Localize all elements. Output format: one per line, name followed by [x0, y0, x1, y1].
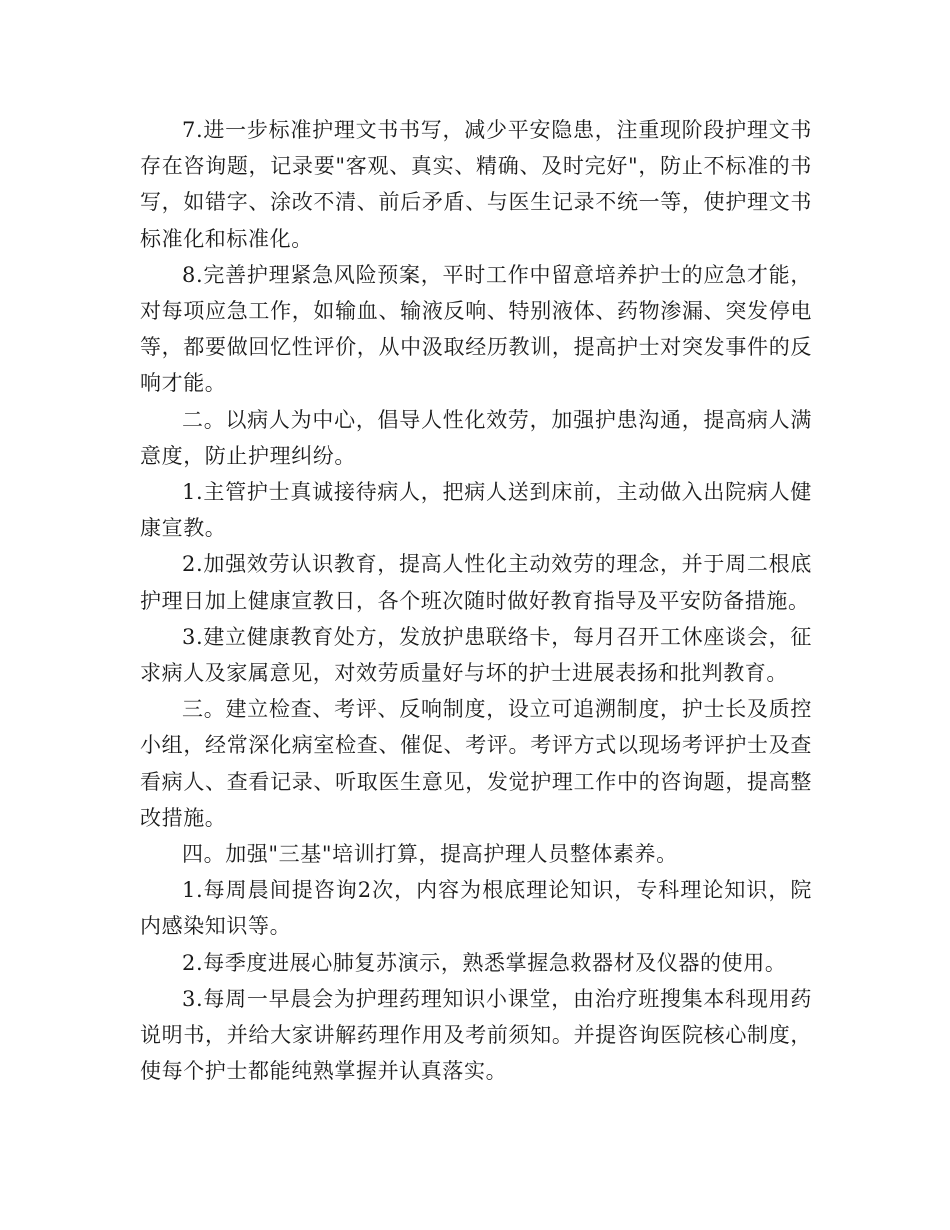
paragraph-item-1-questions: 1.每周晨间提咨询2次，内容为根底理论知识，专科理论知识，院内感染知识等。 — [140, 878, 812, 939]
section-heading-three: 三。建立检查、考评、反响制度，设立可追溯制度，护士长及质控小组，经常深化病室检查、催促、考评。考评方式以现场考评护士及查看病人、查看记录、听取医生意见，发觉护理工作中的咨询题，提高整改措施。 — [140, 697, 812, 830]
paragraph-item-2-service: 2.加强效劳认识教育，提高人性化主动效劳的理念，并于周二根底护理日加上健康宣教日，各个班次随时做好教育指导及平安防备措施。 — [140, 552, 812, 613]
paragraph-item-3-pharmacology: 3.每周一早晨会为护理药理知识小课堂，由治疗班搜集本科现用药说明书，并给大家讲解药理作用及考前须知。并提咨询医院核心制度，使每个护士都能纯熟掌握并认真落实。 — [140, 986, 812, 1084]
paragraph-item-1-reception: 1.主管护士真诚接待病人，把病人送到床前，主动做入出院病人健康宣教。 — [140, 480, 812, 541]
paragraph-item-2-cpr: 2.每季度进展心肺复苏演示，熟悉掌握急救器材及仪器的使用。 — [182, 950, 787, 975]
paragraph-item-7-records: 7.进一步标准护理文书书写，减少平安隐患，注重现阶段护理文书存在咨询题，记录要"客观、真实、精确、及时完好"，防止不标准的书写，如错字、涂改不清、前后矛盾、与医生记录不统一等，使护理文书标准化和标准化。 — [140, 118, 812, 251]
section-heading-two: 二。以病人为中心，倡导人性化效劳，加强护患沟通，提高病人满意度，防止护理纠纷。 — [140, 407, 812, 468]
paragraph-item-8-emergency: 8.完善护理紧急风险预案，平时工作中留意培养护士的应急才能，对每项应急工作，如输血、输液反响、特别液体、药物渗漏、突发停电等，都要做回忆性评价，从中汲取经历教训，提高护士对突发事件的反响才能。 — [140, 262, 812, 396]
document-body — [140, 112, 812, 1089]
section-heading-four: 四。加强"三基"培训打算，提高护理人员整体素养。 — [182, 842, 678, 867]
paragraph-item-3-education: 3.建立健康教育处方，发放护患联络卡，每月召开工休座谈会，征求病人及家属意见，对效劳质量好与坏的护士进展表扬和批判教育。 — [140, 624, 812, 686]
